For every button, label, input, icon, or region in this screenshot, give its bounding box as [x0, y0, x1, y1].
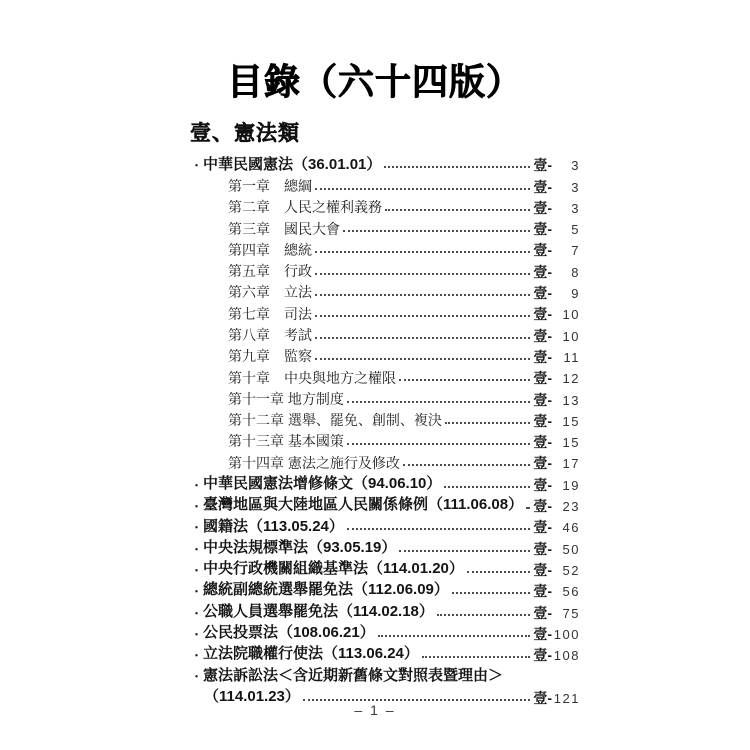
- dotted-leader: [347, 401, 530, 403]
- entry-label: 第五章 行政: [228, 263, 312, 280]
- volume-label: 壹-: [533, 540, 552, 557]
- toc-entry: [190, 431, 580, 452]
- dotted-leader: [315, 358, 530, 360]
- page-reference: [533, 222, 580, 236]
- page-number: 17: [562, 456, 580, 472]
- toc-entry: [190, 367, 580, 388]
- page-number: 8: [571, 264, 580, 280]
- entry-label: 中央行政機關組織基準法（114.01.20）: [203, 560, 464, 578]
- page-reference: [533, 627, 580, 641]
- entry-label: 第十二章 選舉、罷免、創制、複決: [228, 412, 442, 429]
- toc-entry: [190, 197, 580, 218]
- page-reference: [533, 243, 580, 257]
- volume-label: 壹-: [533, 689, 552, 706]
- page-number: 100: [553, 626, 580, 642]
- entry-label: 第十一章 地方制度: [228, 390, 344, 407]
- dotted-leader: [399, 550, 530, 552]
- page-number: 12: [562, 371, 580, 387]
- volume-label: 壹-: [533, 306, 552, 323]
- toc-entry: [190, 346, 580, 367]
- entry-label: 第一章 總綱: [228, 177, 312, 194]
- entry-label: 第七章 司法: [228, 305, 312, 322]
- dotted-leader: [452, 592, 530, 594]
- entry-bullet-icon: ・: [190, 541, 204, 557]
- entry-label: 第十章 中央與地方之權限: [228, 369, 396, 386]
- page-reference: [533, 371, 580, 385]
- entry-bullet-icon: ・: [190, 158, 204, 174]
- page-number: 46: [562, 520, 580, 536]
- page-title: 目錄（六十四版）: [226, 62, 523, 102]
- toc-entry: [190, 282, 580, 303]
- page-number: 75: [562, 605, 580, 621]
- page-number: 19: [562, 477, 580, 493]
- dotted-leader: [422, 656, 530, 658]
- page-reference: [533, 201, 580, 215]
- dotted-leader: [385, 209, 530, 211]
- volume-label: 壹-: [533, 157, 552, 174]
- page-reference: [533, 265, 580, 279]
- toc-entry: [190, 644, 580, 665]
- page-number: 108: [553, 648, 580, 664]
- toc-entry: [190, 218, 580, 239]
- toc-entry: [190, 324, 580, 345]
- volume-label: 壹-: [533, 391, 552, 408]
- page-reference: [533, 158, 580, 172]
- page-reference: [533, 520, 580, 534]
- volume-label: 壹-: [533, 434, 552, 451]
- section-heading: 壹、憲法類: [190, 122, 300, 145]
- entry-label: 總統副總統選舉罷免法（112.06.09）: [203, 581, 449, 599]
- entry-bullet-icon: ・: [190, 562, 204, 578]
- toc-entry: [190, 303, 580, 324]
- page-reference: [533, 499, 580, 513]
- volume-label: 壹-: [533, 370, 552, 387]
- entry-label: 中央法規標準法（93.05.19）: [203, 538, 397, 556]
- dotted-leader: [403, 464, 530, 466]
- toc-entry: [190, 175, 580, 196]
- volume-label: 壹-: [533, 455, 552, 472]
- page-number: 121: [553, 690, 580, 706]
- toc-entry: [190, 580, 580, 601]
- entry-bullet-icon: ・: [190, 520, 204, 536]
- page-reference: [533, 393, 580, 407]
- page-number: 15: [562, 435, 580, 451]
- page-reference: [533, 542, 580, 556]
- page-reference: [533, 563, 580, 577]
- entry-label: 中華民國憲法（36.01.01）: [203, 155, 382, 173]
- entry-bullet-icon: ・: [190, 477, 204, 493]
- toc-entry: [190, 154, 580, 175]
- page-reference: [533, 307, 580, 321]
- page-number: 56: [562, 584, 580, 600]
- toc-entry: [190, 537, 580, 558]
- dotted-leader: [315, 294, 530, 296]
- entry-bullet-icon: ・: [190, 669, 204, 685]
- dotted-leader: [526, 507, 530, 509]
- toc-entry: [190, 452, 580, 473]
- dotted-leader: [445, 422, 530, 424]
- dotted-leader: [347, 528, 530, 530]
- volume-label: 壹-: [533, 285, 552, 302]
- page-number: 10: [562, 307, 580, 323]
- volume-label: 壹-: [533, 348, 552, 365]
- toc-list: [190, 154, 580, 708]
- entry-label: 公職人員選舉罷免法（114.02.18）: [203, 602, 434, 620]
- page-reference: [533, 456, 580, 470]
- entry-label: 第二章 人民之權利義務: [228, 199, 382, 216]
- page-reference: [533, 606, 580, 620]
- volume-label: 壹-: [533, 199, 552, 216]
- dotted-leader: [315, 273, 530, 275]
- dotted-leader: [347, 443, 530, 445]
- volume-label: 壹-: [533, 561, 552, 578]
- volume-label: 壹-: [533, 519, 552, 536]
- volume-label: 壹-: [533, 647, 552, 664]
- page-reference: [533, 350, 580, 364]
- toc-entry: [190, 623, 580, 644]
- page-number: 50: [562, 541, 580, 557]
- page-reference: [533, 584, 580, 598]
- entry-label: 第十四章 憲法之施行及修改: [228, 454, 400, 471]
- entry-label: 國籍法（113.05.24）: [203, 517, 344, 535]
- dotted-leader: [378, 635, 531, 637]
- entry-label: 第十三章 基本國策: [228, 433, 344, 450]
- entry-label: 中華民國憲法增修條文（94.06.10）: [203, 475, 442, 492]
- entry-label: 臺灣地區與大陸地區人民關係條例（111.06.08）: [203, 496, 524, 514]
- page-number: 13: [562, 392, 580, 408]
- volume-label: 壹-: [533, 178, 552, 195]
- toc-entry: [190, 410, 580, 431]
- volume-label: 壹-: [533, 476, 552, 493]
- toc-entry: [190, 665, 580, 686]
- entry-label: （114.01.23）: [204, 687, 300, 705]
- dotted-leader: [384, 166, 530, 168]
- page-number: 3: [571, 200, 580, 216]
- page-reference: [533, 286, 580, 300]
- dotted-leader: [467, 571, 530, 573]
- page-reference: [533, 648, 580, 662]
- entry-bullet-icon: ・: [190, 648, 204, 664]
- volume-label: 壹-: [533, 242, 552, 259]
- page-number: 9: [571, 286, 580, 302]
- toc-entry: [190, 601, 580, 622]
- entry-label: 第六章 立法: [228, 284, 312, 301]
- volume-label: 壹-: [533, 583, 552, 600]
- page-number: 5: [571, 222, 580, 238]
- page-reference: [533, 435, 580, 449]
- page-reference: [533, 180, 580, 194]
- toc-entry: [190, 388, 580, 409]
- volume-label: 壹-: [533, 221, 552, 238]
- footer-page-number: – 1 –: [354, 702, 396, 718]
- toc-content: [190, 117, 580, 708]
- toc-entry: [190, 516, 580, 537]
- entry-label: 第四章 總統: [228, 241, 312, 258]
- page-number: 23: [562, 499, 580, 515]
- page-number: 3: [571, 158, 580, 174]
- volume-label: 壹-: [533, 625, 552, 642]
- dotted-leader: [315, 251, 530, 253]
- toc-entry: [190, 239, 580, 260]
- entry-label: 憲法訴訟法＜含近期新舊條文對照表暨理由＞: [203, 666, 504, 684]
- dotted-leader: [437, 614, 530, 616]
- entry-label: 第三章 國民大會: [228, 220, 340, 237]
- page-number: 52: [562, 562, 580, 578]
- entry-bullet-icon: ・: [190, 499, 204, 515]
- page-number: 3: [571, 179, 580, 195]
- volume-label: 壹-: [533, 327, 552, 344]
- entry-label: 公民投票法（108.06.21）: [203, 624, 375, 642]
- page-number: 11: [563, 349, 580, 365]
- page-reference: [533, 478, 580, 492]
- dotted-leader: [315, 188, 530, 190]
- dotted-leader: [444, 486, 530, 488]
- dotted-leader: [315, 315, 530, 317]
- dotted-leader: [303, 699, 530, 701]
- dotted-leader: [343, 230, 530, 232]
- entry-bullet-icon: ・: [190, 605, 204, 621]
- volume-label: 壹-: [533, 412, 552, 429]
- entry-label: 第八章 考試: [228, 326, 312, 343]
- entry-bullet-icon: ・: [190, 584, 204, 600]
- toc-entry: [190, 260, 580, 281]
- page-reference: [533, 329, 580, 343]
- page-number: 10: [562, 328, 580, 344]
- toc-entry: [190, 559, 580, 580]
- page-reference: [533, 414, 580, 428]
- toc-entry: [190, 473, 580, 494]
- toc-entry: [190, 495, 580, 516]
- page-number: 7: [571, 243, 580, 259]
- volume-label: 壹-: [533, 604, 552, 621]
- entry-label: 立法院職權行使法（113.06.24）: [203, 645, 419, 663]
- entry-bullet-icon: ・: [190, 626, 204, 642]
- entry-label: 第九章 監察: [228, 348, 312, 365]
- dotted-leader: [399, 379, 530, 381]
- volume-label: 壹-: [533, 263, 552, 280]
- dotted-leader: [315, 337, 530, 339]
- volume-label: 壹-: [533, 498, 552, 515]
- page-number: 15: [562, 413, 580, 429]
